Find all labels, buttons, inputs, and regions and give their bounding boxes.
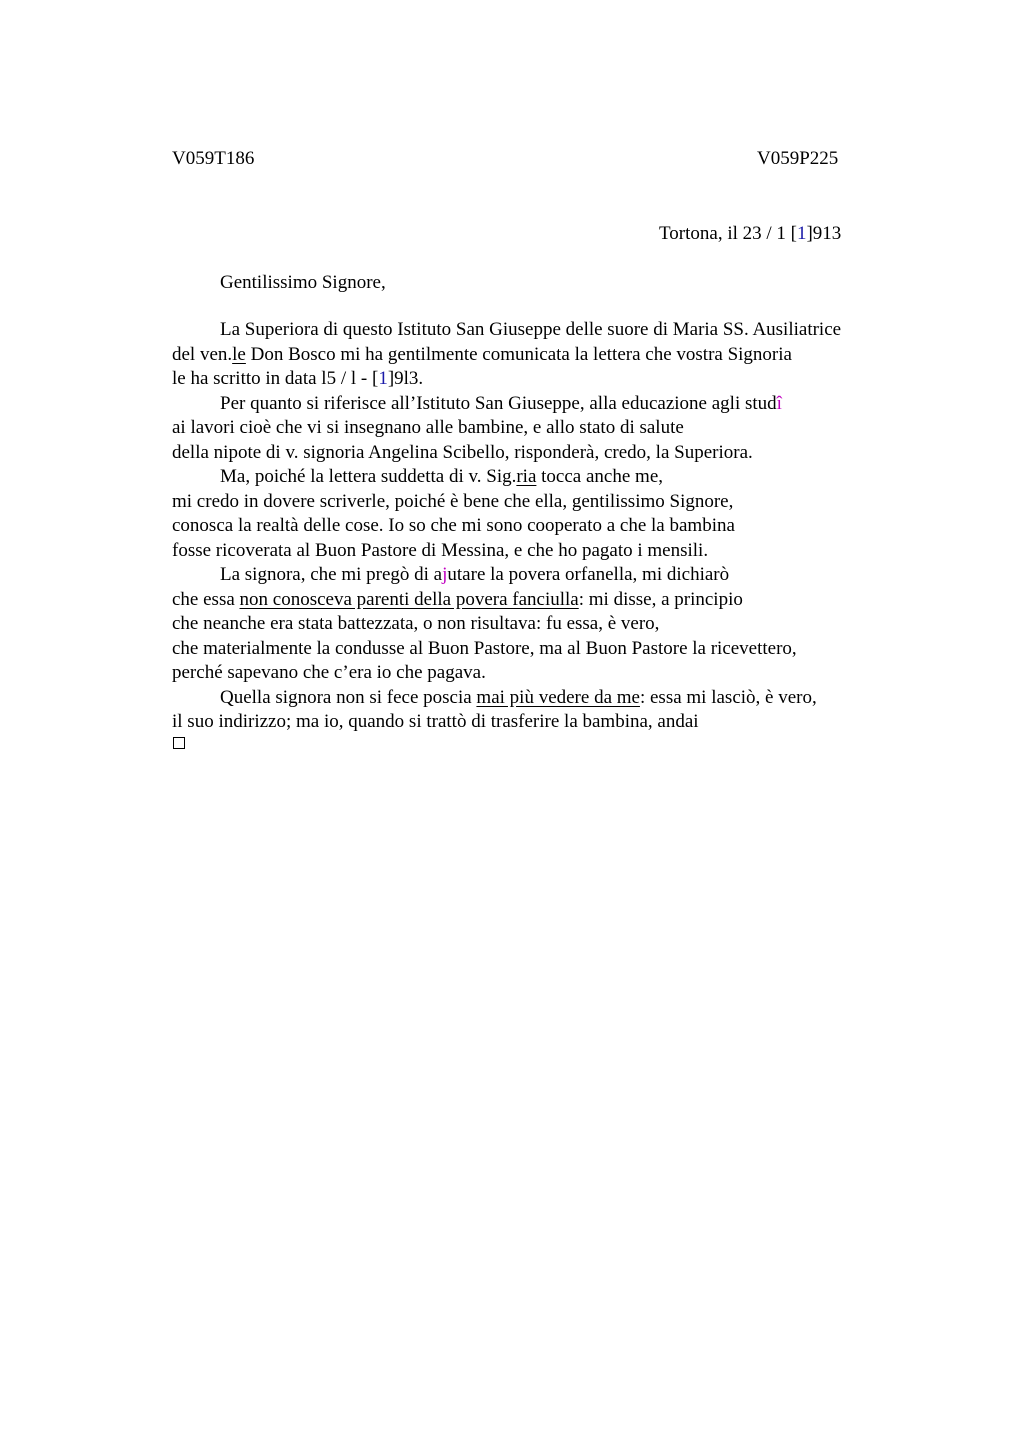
editorial-bracket-number: 1: [796, 223, 807, 244]
body-line: che neanche era stata battezzata, o non risultava: fu essa, è vero,: [172, 613, 660, 634]
body-line: La Superiora di questo Istituto San Giuseppe delle suore di Maria SS. Ausiliatrice: [220, 319, 842, 340]
body-line: perché sapevano che c’era io che pagava.: [172, 662, 486, 683]
body-line: il suo indirizzo; ma io, quando si trattò di trasferire la bambina, andai: [172, 711, 699, 732]
body-line: del ven.le Don Bosco mi ha gentilmente comunicata la lettera che vostra Signoria: [172, 343, 792, 365]
missing-glyph-box: [173, 737, 185, 749]
body-line: le ha scritto in data l5 / l - [1]9l3.: [172, 368, 424, 389]
body-line: che materialmente la condusse al Buon Pastore, ma al Buon Pastore la ricevettero,: [172, 637, 797, 659]
body-line: Per quanto si riferisce all’Istituto San Giuseppe, alla educazione agli studî: [220, 392, 782, 414]
document-code-left: V059T186: [172, 148, 255, 169]
body-line: La signora, che mi pregò di ajutare la povera orfanella, mi dichiarò: [220, 564, 730, 585]
body-line: mi credo in dovere scriverle, poiché è bene che ella, gentilissimo Signore,: [172, 490, 734, 512]
body-line: ai lavori cioè che vi si insegnano alle bambine, e allo stato di salute: [172, 417, 684, 438]
body-line: della nipote di v. signoria Angelina Scibello, risponderà, credo, la Superiora.: [172, 441, 753, 463]
body-line: che essa non conosceva parenti della povera fanciulla: mi disse, a principio: [172, 588, 743, 610]
salutation: Gentilissimo Signore,: [220, 272, 386, 293]
body-line: Ma, poiché la lettera suddetta di v. Sig.ria tocca anche me,: [220, 466, 663, 487]
body-line: Quella signora non si fece poscia mai più vedere da me: essa mi lasciò, è vero,: [220, 686, 817, 708]
body-line: fosse ricoverata al Buon Pastore di Messina, e che ho pagato i mensili.: [172, 539, 709, 561]
dateline: Tortona, il 23 / 1 [1]913: [659, 223, 842, 244]
document-code-right: V059P225: [757, 148, 839, 169]
body-line: conosca la realtà delle cose. Io so che mi sono cooperato a che la bambina: [172, 515, 735, 536]
